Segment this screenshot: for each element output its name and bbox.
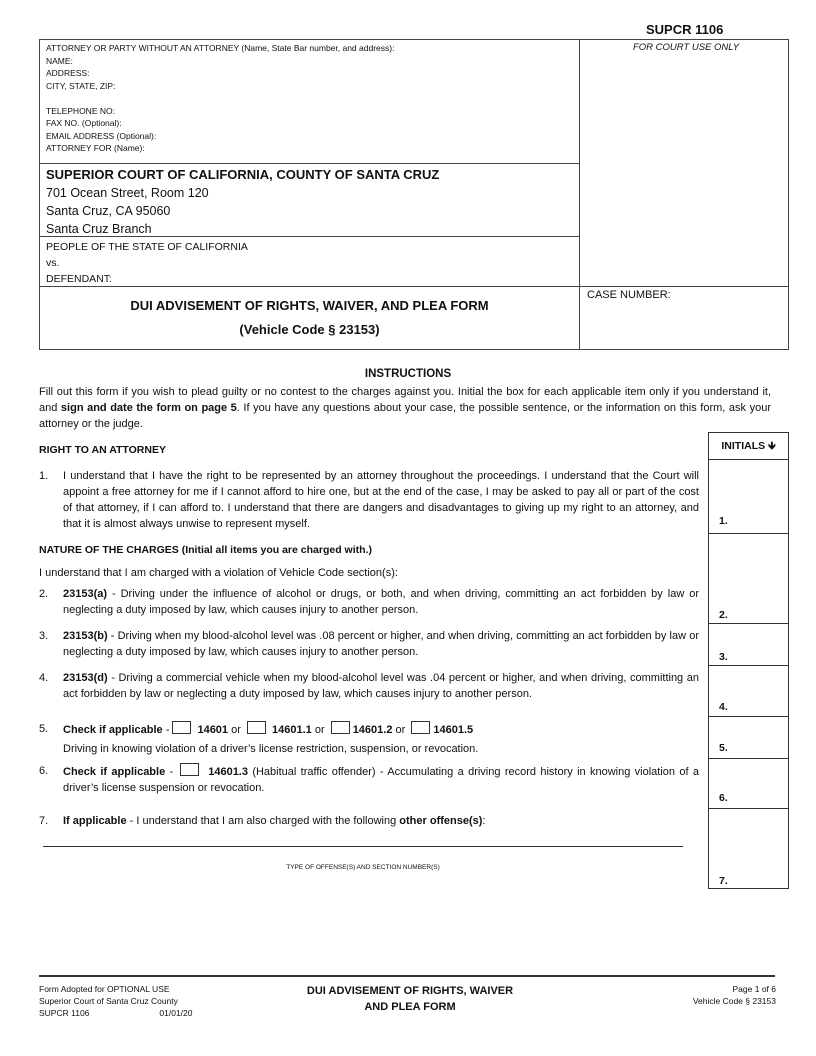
attorney-name-field[interactable]: NAME: xyxy=(46,55,73,66)
initials-heading: INITIALS 🡻 xyxy=(709,433,788,460)
court-title: SUPERIOR COURT OF CALIFORNIA, COUNTY OF SANTA CRUZ xyxy=(46,167,440,182)
checkbox-14601-3[interactable] xyxy=(180,763,199,776)
form-title-block xyxy=(40,294,579,342)
item-5-description: Driving in knowing violation of a driver’s license restriction, suspension, or revocation. xyxy=(63,743,479,755)
attorney-city-field[interactable]: CITY, STATE, ZIP: xyxy=(46,80,116,91)
section-right-to-attorney: RIGHT TO AN ATTORNEY xyxy=(39,444,166,456)
checkbox-14601-1[interactable] xyxy=(247,721,266,734)
footer-divider xyxy=(39,975,775,977)
item-7: 7. If applicable - I understand that I am also charged with the following other offense(s): xyxy=(39,815,486,827)
initials-box-4[interactable]: 4. xyxy=(719,701,728,713)
section-nature-of-charges: NATURE OF THE CHARGES (Initial all items you are charged with.) xyxy=(39,544,372,556)
arrow-down-icon: 🡻 xyxy=(768,440,776,452)
form-subtitle: (Vehicle Code § 23153) xyxy=(239,322,380,337)
other-offense-caption: TYPE OF OFFENSE(S) AND SECTION NUMBER(S) xyxy=(286,864,440,871)
item-4: 4. 23153(d) - Driving a commercial vehicle when my blood-alcohol level was .04 percent or higher, and when driving, committing an act forbidden by law or neglecting a duty imposed by law, which causes injury to another person. xyxy=(39,672,699,700)
charged-intro: I understand that I am charged with a violation of Vehicle Code section(s): xyxy=(39,567,398,579)
versus-label: vs. xyxy=(46,257,60,269)
checkbox-14601-2[interactable] xyxy=(331,721,350,734)
checkbox-14601[interactable] xyxy=(172,721,191,734)
page-number: Page 1 of 6 xyxy=(732,984,776,994)
initials-box-2[interactable]: 2. xyxy=(719,609,728,621)
defendant-field[interactable]: DEFENDANT: xyxy=(46,273,112,285)
initials-box-1[interactable]: 1. xyxy=(719,515,728,527)
initials-box-7[interactable]: 7. xyxy=(719,875,728,887)
court-branch: Santa Cruz Branch xyxy=(46,222,152,236)
court-address-1: 701 Ocean Street, Room 120 xyxy=(46,186,209,200)
attorney-phone-field[interactable]: TELEPHONE NO: xyxy=(46,105,115,116)
form-code: SUPCR 1106 xyxy=(646,22,724,37)
plaintiff-label: PEOPLE OF THE STATE OF CALIFORNIA xyxy=(46,241,248,253)
other-offense-input-line[interactable] xyxy=(43,846,683,847)
footer-left: Form Adopted for OPTIONAL USE Superior Court of Santa Cruz County SUPCR 1106 01/01/20 xyxy=(39,984,193,1018)
court-block xyxy=(46,166,439,238)
initials-column xyxy=(708,432,789,889)
parties-block xyxy=(46,239,248,287)
instructions-text: Fill out this form if you wish to plead guilty or no contest to the charges against you. Initial the box for each applicable item only if you understand it, and sign and date the form on page 5. If you have any questions about your case, the possible sentence, or the information on this form, ask your attorney or the judge. xyxy=(39,386,771,430)
item-5: 5. Check if applicable - 14601 or 14601.1 or 14601.2 or 14601.5 Driving in knowing violation of a driver’s license restriction, suspension, or revocation. xyxy=(39,721,699,757)
attorney-address-field[interactable]: ADDRESS: xyxy=(46,68,90,78)
attorney-info-block xyxy=(46,42,394,155)
item-3: 3. 23153(b) - Driving when my blood-alcohol level was .08 percent or higher, and when driving, committing an act forbidden by law or neglecting a duty imposed by law, which causes injury to another person. xyxy=(39,630,699,658)
checkbox-14601-5[interactable] xyxy=(411,721,430,734)
attorney-heading: ATTORNEY OR PARTY WITHOUT AN ATTORNEY (Name, State Bar number, and address): xyxy=(46,43,395,53)
initials-box-6[interactable]: 6. xyxy=(719,792,728,804)
initials-box-3[interactable]: 3. xyxy=(719,651,728,663)
footer-right: Page 1 of 6 Vehicle Code § 23153 xyxy=(600,983,776,1007)
initials-box-5[interactable]: 5. xyxy=(719,742,728,754)
item-2: 2. 23153(a) - Driving under the influence of alcohol or drugs, or both, and when driving, committing an act forbidden by law or neglecting a duty imposed by law, which causes injury to another person. xyxy=(39,588,699,616)
attorney-for-field[interactable]: ATTORNEY FOR (Name): xyxy=(46,143,145,153)
item-6: 6. Check if applicable - 14601.3 (Habitual traffic offender) - Accumulating a driving record history in knowing violation of a driver’s license suspension or revocation. xyxy=(39,765,699,794)
instructions-heading: INSTRUCTIONS xyxy=(364,368,452,380)
attorney-fax-field[interactable]: FAX NO. (Optional): xyxy=(46,118,122,128)
case-number-field[interactable]: CASE NUMBER: xyxy=(587,289,671,301)
caption-box xyxy=(39,39,789,350)
item-1: 1. I understand that I have the right to be represented by an attorney throughout the proceedings. I understand that the Court will appoint a free attorney for me if I cannot afford to hire one, but at the end of the case, I may be asked to pay all or part of the cost of that attorney, if I can afford to. I understand that there are dangers and disadvantages to giving up my right to an attorney, and that it is almost always unwise to represent myself. xyxy=(39,470,699,530)
form-title: DUI ADVISEMENT OF RIGHTS, WAIVER, AND PLEA FORM xyxy=(130,298,489,313)
court-use-label: FOR COURT USE ONLY xyxy=(632,42,740,53)
court-address-2: Santa Cruz, CA 95060 xyxy=(46,204,171,218)
footer-title: DUI ADVISEMENT OF RIGHTS, WAIVER AND PLEA FORM xyxy=(306,985,514,1013)
attorney-email-field[interactable]: EMAIL ADDRESS (Optional): xyxy=(46,130,157,141)
